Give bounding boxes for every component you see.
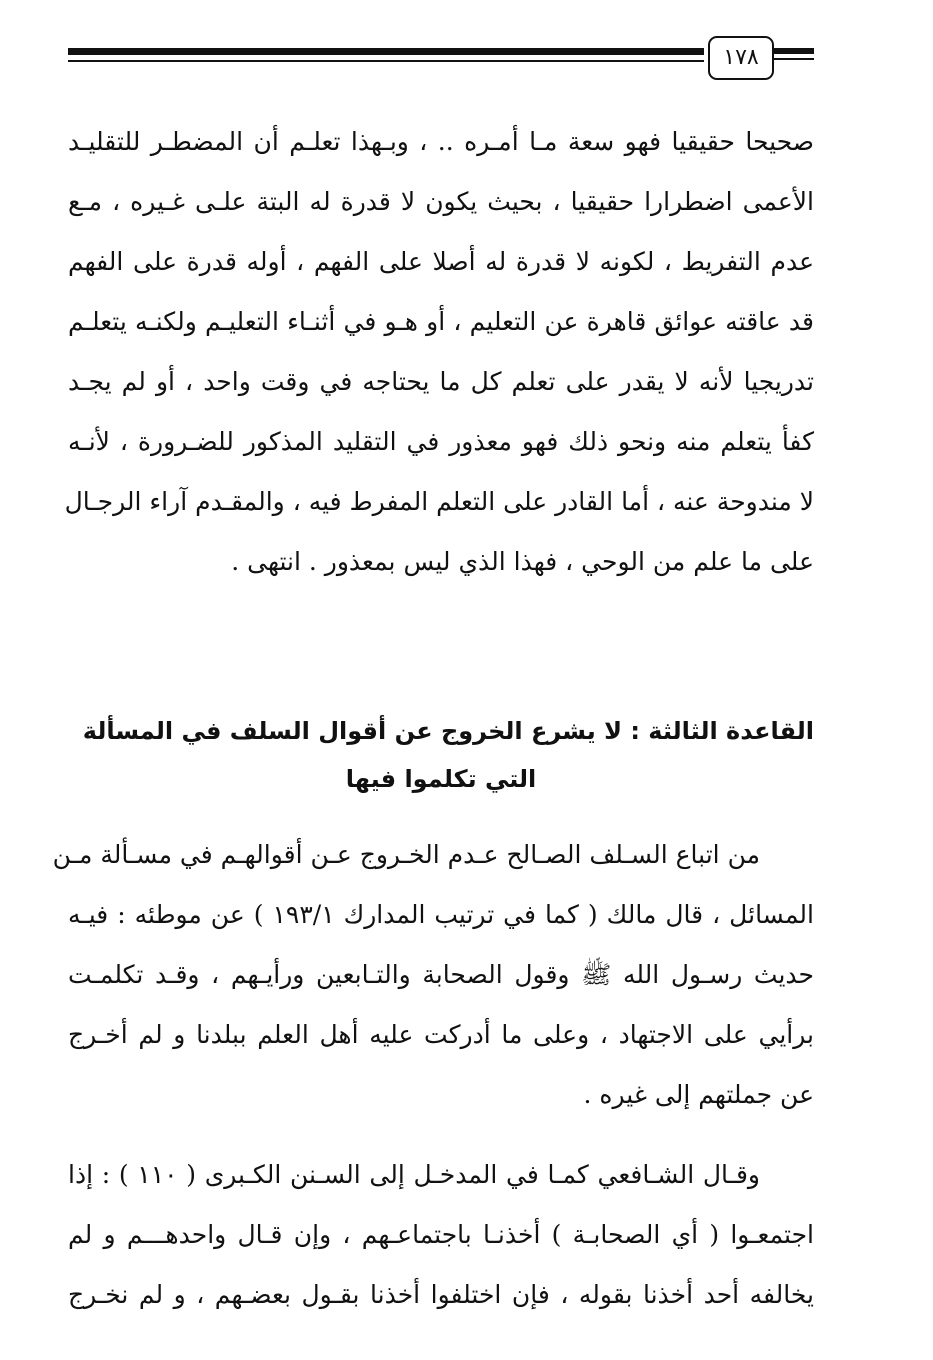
text-line: اجتمعـوا ( أي الصحابـة ) أخذنـا باجتماعـهم ، وإن قـال واحدهـــم و لم	[68, 1220, 814, 1249]
rule-title-line1: لا يشرع الخروج عن أقوال السلف في المسألة	[82, 717, 622, 745]
header-rule-right-thick	[774, 48, 814, 54]
rule-label: القاعدة الثالثة :	[630, 717, 814, 745]
page-number: ١٧٨	[708, 36, 774, 80]
text-line: صحيحا حقيقيا فهو سعة مـا أمـره .. ، وبـهذا تعلـم أن المضطـر للتقليـد	[68, 127, 814, 156]
text-line: عدم التفريط ، لكونه لا قدرة له أصلا على الفهم ، أوله قدرة على الفهم	[68, 247, 814, 276]
text-line: على ما علم من الوحي ، فهذا الذي ليس بمعذور . انتهى .	[231, 547, 814, 576]
header-rule-thick	[68, 48, 704, 55]
page-header	[68, 36, 814, 80]
text-line: عن جملتهم إلى غيره .	[583, 1080, 814, 1109]
header-rule-thin	[68, 60, 704, 62]
page-body	[52, 112, 814, 1325]
text-line: تدريجيا لأنه لا يقدر على تعلم كل ما يحتاجه في وقت واحد ، أو لم يجـد	[68, 367, 814, 396]
header-rule-right-thin	[774, 58, 814, 60]
text-line: برأيي على الاجتهاد ، وعلى ما أدركت عليه أهل العلم ببلدنا و لم أخـرج	[68, 1020, 814, 1049]
section-heading	[68, 707, 814, 803]
text-line: لا مندوحة عنه ، أما القادر على التعلم المفرط فيه ، والمقـدم آراء الرجـال	[64, 487, 814, 516]
text-line: وقـال الشـافعي كمـا في المدخـل إلى السـنن الكـبرى ( ١١٠ ) : إذا	[68, 1160, 760, 1189]
paragraph-1	[64, 112, 814, 592]
rule-title-line2: التي تكلموا فيها	[345, 765, 537, 793]
text-line: قد عاقته عوائق قاهرة عن التعليم ، أو هـو في أثنـاء التعليـم ولكنـه يتعلـم	[68, 307, 814, 336]
paragraph-2	[52, 825, 814, 1125]
text-line: من اتباع السـلف الصـالح عـدم الخـروج عـن أقوالهـم في مسـألة مـن	[52, 840, 760, 869]
paragraph-3	[68, 1145, 814, 1325]
text-line: المسائل ، قال مالك ( كما في ترتيب المدارك ١٩٣/١ ) عن موطئه : فيـه	[68, 900, 814, 929]
text-line: كفأ يتعلم منه ونحو ذلك فهو معذور في التقليد المذكور للضـرورة ، لأنـه	[68, 427, 814, 456]
text-line: يخالفه أحد أخذنا بقوله ، فإن اختلفوا أخذنا بقـول بعضـهم ، و لم نخـرج	[68, 1280, 814, 1309]
text-line: حديث رسـول الله ﷺ وقول الصحابة والتـابعين ورأيـهم ، وقـد تكلمـت	[68, 960, 814, 989]
text-line: الأعمى اضطرارا حقيقيا ، بحيث يكون لا قدرة له البتة علـى غـيره ، مـع	[68, 187, 814, 216]
